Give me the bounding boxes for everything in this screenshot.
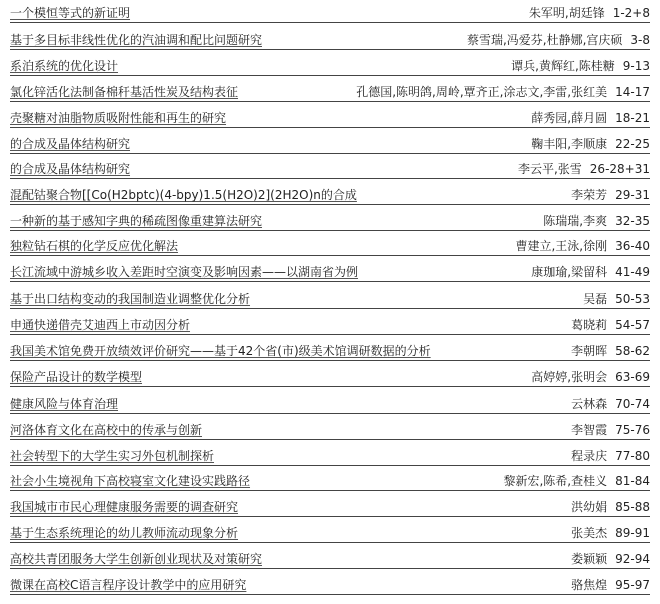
article-pages: 70-74 — [615, 397, 650, 411]
article-authors: 骆焦煌 — [571, 578, 608, 592]
dotted-leader-line — [10, 568, 650, 569]
dotted-leader-line — [10, 101, 650, 102]
dotted-leader-line — [10, 542, 650, 543]
article-authors: 程录庆 — [571, 449, 608, 463]
article-pages: 95-97 — [615, 578, 650, 592]
article-authors: 李云平,张雪 — [517, 162, 582, 176]
dotted-leader-line — [10, 230, 650, 231]
toc-entry[interactable] — [0, 57, 660, 77]
article-authors: 张美杰 — [571, 526, 608, 540]
article-title-link[interactable]: 河洛体育文化在高校中的传承与创新 — [10, 423, 203, 437]
dotted-leader-line — [10, 465, 650, 466]
article-pages: 22-25 — [615, 137, 650, 151]
article-authors: 李荣芳 — [571, 188, 608, 202]
dotted-leader-line — [10, 516, 650, 517]
article-pages: 92-94 — [615, 552, 650, 566]
toc-entry[interactable] — [0, 109, 660, 129]
article-title-link[interactable]: 一个模恒等式的新证明 — [10, 6, 131, 20]
article-authors: 云林森 — [571, 397, 608, 411]
toc-entry[interactable] — [0, 186, 660, 206]
article-authors: 李朝晖 — [571, 344, 608, 358]
article-pages: 58-62 — [615, 344, 650, 358]
dotted-leader-line — [10, 178, 650, 179]
article-authors: 吴磊 — [583, 292, 608, 306]
toc-entry[interactable] — [0, 421, 660, 441]
toc-entry[interactable] — [0, 550, 660, 570]
toc-entry[interactable] — [0, 4, 660, 24]
article-title-link[interactable]: 基于出口结构变动的我国制造业调整优化分析 — [10, 292, 251, 306]
article-authors: 黎新宏,陈希,查桂义 — [503, 474, 608, 488]
dotted-leader-line — [10, 49, 650, 50]
article-pages: 89-91 — [615, 526, 650, 540]
article-title-link[interactable]: 申通快递借壳艾迪西上市动因分析 — [10, 318, 191, 332]
article-title-link[interactable]: 氯化锌活化法制备棉秆基活性炭及结构表征 — [10, 85, 239, 99]
article-title-link[interactable]: 我国美术馆免费开放绩效评价研究——基于42个省(市)级美术馆调研数据的分析 — [10, 344, 431, 358]
article-authors: 朱军明,胡廷锋 — [528, 6, 605, 20]
article-pages: 26-28+31 — [589, 162, 650, 176]
toc-entry[interactable] — [0, 212, 660, 232]
article-authors: 曹建立,王泳,徐刚 — [515, 239, 608, 253]
article-authors: 康珈瑜,梁留科 — [531, 265, 608, 279]
article-pages: 81-84 — [615, 474, 650, 488]
article-authors: 洪幼娟 — [571, 500, 608, 514]
dotted-leader-line — [10, 413, 650, 414]
article-title-link[interactable]: 的合成及晶体结构研究 — [10, 162, 131, 176]
article-title-link[interactable]: 微课在高校C语言程序设计教学中的应用研究 — [10, 578, 247, 592]
toc-entry[interactable] — [0, 576, 660, 596]
dotted-leader-line — [10, 127, 650, 128]
dotted-leader-line — [10, 490, 650, 491]
article-pages: 18-21 — [615, 111, 650, 125]
toc-entry[interactable] — [0, 342, 660, 362]
dotted-leader-line — [10, 308, 650, 309]
article-pages: 9-13 — [622, 59, 650, 73]
article-pages: 54-57 — [615, 318, 650, 332]
article-pages: 36-40 — [615, 239, 650, 253]
article-authors: 葛晓莉 — [571, 318, 608, 332]
article-pages: 3-8 — [630, 33, 650, 47]
article-authors: 蔡雪瑞,冯爱芬,杜静娜,宫庆硕 — [466, 33, 623, 47]
article-pages: 85-88 — [615, 500, 650, 514]
dotted-leader-line — [10, 281, 650, 282]
article-title-link[interactable]: 基于多目标非线性优化的汽油调和配比问题研究 — [10, 33, 263, 47]
dotted-leader-line — [10, 360, 650, 361]
dotted-leader-line — [10, 204, 650, 205]
article-pages: 1-2+8 — [612, 6, 650, 20]
article-pages: 75-76 — [615, 423, 650, 437]
toc-entry[interactable] — [0, 395, 660, 415]
toc-entry[interactable] — [0, 316, 660, 336]
toc-entry[interactable] — [0, 83, 660, 103]
dotted-leader-line — [10, 153, 650, 154]
article-pages: 50-53 — [615, 292, 650, 306]
article-authors: 孔德国,陈明鸽,周岭,覃齐正,涂志文,李雷,张红美 — [356, 85, 608, 99]
article-authors: 陈瑞瑞,李爽 — [543, 214, 608, 228]
article-pages: 32-35 — [615, 214, 650, 228]
article-title-link[interactable]: 我国城市市民心理健康服务需要的调查研究 — [10, 500, 239, 514]
toc-entry[interactable] — [0, 290, 660, 310]
dotted-leader-line — [10, 594, 650, 595]
article-title-link[interactable]: 独粒钻石棋的化学反应优化解法 — [10, 239, 179, 253]
article-authors: 娄颖颖 — [571, 552, 608, 566]
toc-entry[interactable] — [0, 135, 660, 155]
article-title-link[interactable]: 社会小生境视角下高校寝室文化建设实践路径 — [10, 474, 251, 488]
toc-entry[interactable] — [0, 524, 660, 544]
toc-entry[interactable] — [0, 498, 660, 518]
toc-entry[interactable] — [0, 447, 660, 467]
toc-entry[interactable] — [0, 31, 660, 51]
article-title-link[interactable]: 基于生态系统理论的幼儿教师流动现象分析 — [10, 526, 239, 540]
article-pages: 14-17 — [615, 85, 650, 99]
toc-entry[interactable] — [0, 368, 660, 388]
article-title-link[interactable]: 系泊系统的优化设计 — [10, 59, 119, 73]
article-pages: 63-69 — [615, 370, 650, 384]
dotted-leader-line — [10, 75, 650, 76]
article-pages: 41-49 — [615, 265, 650, 279]
article-authors: 薛秀园,薛月圆 — [531, 111, 608, 125]
toc-entry[interactable] — [0, 472, 660, 492]
article-pages: 77-80 — [615, 449, 650, 463]
article-pages: 29-31 — [615, 188, 650, 202]
article-authors: 李智霞 — [571, 423, 608, 437]
article-authors: 鞠丰阳,李顺康 — [531, 137, 608, 151]
article-title-link[interactable]: 保险产品设计的数学模型 — [10, 370, 143, 384]
article-title-link[interactable]: 壳聚糖对油脂物质吸附性能和再生的研究 — [10, 111, 227, 125]
article-title-link[interactable]: 高校共青团服务大学生创新创业现状及对策研究 — [10, 552, 263, 566]
article-authors: 谭兵,黄辉红,陈桂糖 — [511, 59, 615, 73]
dotted-leader-line — [10, 439, 650, 440]
article-title-link[interactable]: 长江流域中游城乡收入差距时空演变及影响因素——以湖南省为例 — [10, 265, 359, 279]
article-title-link[interactable]: 混配钴聚合物[[Co(H2bptc)(4-bpy)1.5(H2O)2](2H2O)n的合成 — [10, 188, 357, 202]
toc-entry[interactable] — [0, 237, 660, 257]
article-authors: 高婷婷,张明会 — [531, 370, 608, 384]
dotted-leader-line — [10, 22, 650, 23]
dotted-leader-line — [10, 334, 650, 335]
article-title-link[interactable]: 社会转型下的大学生实习外包机制探析 — [10, 449, 215, 463]
toc-entry[interactable] — [0, 263, 660, 283]
dotted-leader-line — [10, 386, 650, 387]
article-title-link[interactable]: 一种新的基于感知字典的稀疏图像重建算法研究 — [10, 214, 263, 228]
article-title-link[interactable]: 健康风险与体育治理 — [10, 397, 119, 411]
dotted-leader-line — [10, 255, 650, 256]
article-title-link[interactable]: 的合成及晶体结构研究 — [10, 137, 131, 151]
toc-entry[interactable] — [0, 160, 660, 180]
